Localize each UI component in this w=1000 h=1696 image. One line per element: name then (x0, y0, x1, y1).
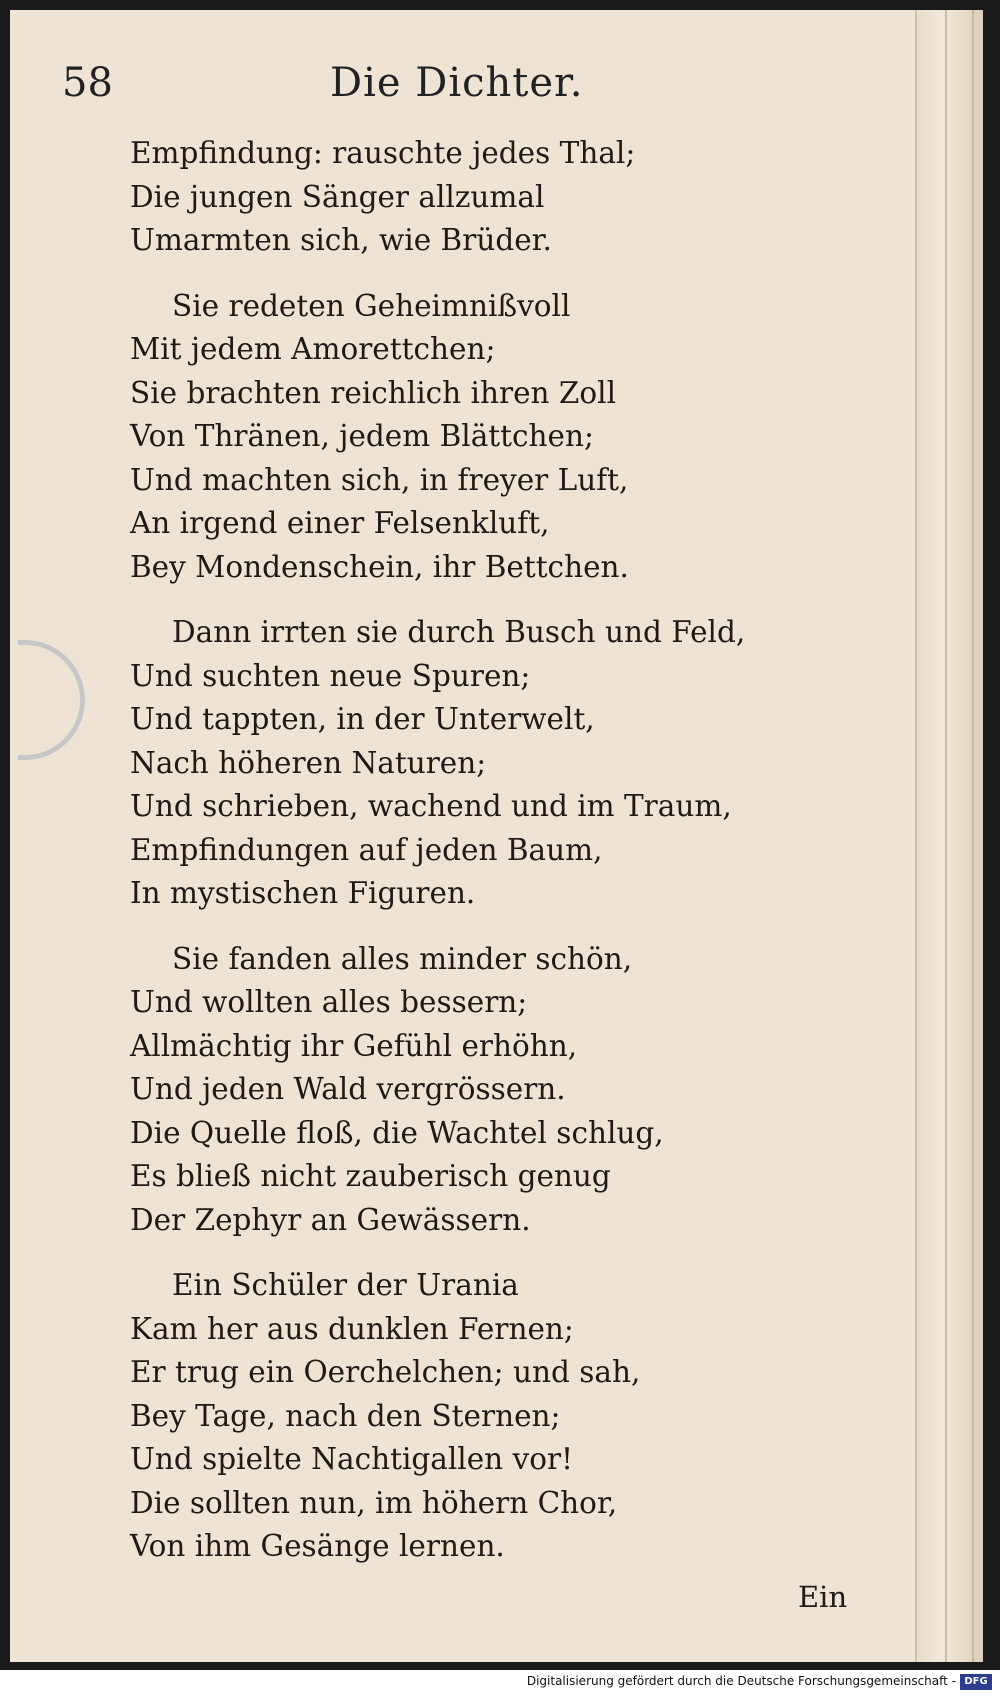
verse-line: Umarmten sich, wie Brüder. (130, 223, 552, 257)
book-page (10, 10, 917, 1662)
verse-line: Und jeden Wald vergrössern. (130, 1072, 566, 1106)
verse-line: Sie brachten reichlich ihren Zoll (130, 375, 617, 410)
verse-line: Sie redeten Geheimnißvoll (172, 288, 571, 323)
page-edge-line (945, 10, 947, 1662)
verse-line: Empfindung: rauschte jedes Thal; (130, 136, 636, 170)
verse-line: Die Quelle floß, die Wachtel schlug, (130, 1115, 664, 1150)
page-header (10, 60, 915, 120)
catchword: Ein (798, 1580, 848, 1614)
poem-body (130, 132, 746, 1591)
funding-credit: Digitalisierung gefördert durch die Deutsche Forschungsgemeinschaft - (526, 1674, 956, 1688)
verse-line: Sie fanden alles minder schön, (172, 941, 633, 976)
page-number: 58 (62, 60, 113, 106)
verse-line: Es bließ nicht zauberisch genug (130, 1159, 611, 1193)
verse-line: Bey Tage, nach den Sternen; (130, 1398, 561, 1433)
verse-line: Die jungen Sänger allzumal (130, 179, 545, 214)
verse-line: Dann irrten sie durch Busch und Feld, (172, 615, 746, 649)
verse-line: Kam her aus dunklen Fernen; (130, 1311, 574, 1346)
verse-line: Er trug ein Oerchelchen; und sah, (130, 1355, 641, 1389)
verse-line: Die sollten nun, im höhern Chor, (130, 1485, 618, 1520)
verse-line: In mystischen Figuren. (130, 876, 476, 910)
verse-line: Und suchten neue Spuren; (130, 658, 531, 693)
verse-line: Nach höheren Naturen; (130, 745, 487, 780)
dfg-logo: DFG (960, 1674, 992, 1690)
digitization-footer (0, 1670, 1000, 1696)
stanza (130, 938, 690, 1243)
verse-line: Von ihm Gesänge lernen. (130, 1529, 505, 1563)
verse-line: Und schrieben, wachend und im Traum, (130, 789, 732, 823)
running-title: Die Dichter. (330, 60, 584, 106)
verse-line: Mit jedem Amorettchen; (130, 332, 496, 366)
verse-line: Und tappten, in der Unterwelt, (130, 702, 595, 736)
verse-line: Empfindungen auf jeden Baum, (130, 832, 603, 867)
verse-line: Ein Schüler der Urania (172, 1268, 519, 1302)
verse-line: Bey Mondenschein, ihr Bettchen. (130, 549, 629, 584)
verse-line: Und spielte Nachtigallen vor! (130, 1442, 573, 1476)
verse-line: Von Thränen, jedem Blättchen; (130, 419, 594, 453)
stanza (130, 132, 690, 263)
verse-line: Und machten sich, in freyer Luft, (130, 462, 629, 497)
stanza (130, 611, 746, 916)
stanza (130, 1264, 690, 1569)
verse-line: Und wollten alles bessern; (130, 985, 528, 1019)
page-clip (18, 640, 85, 760)
verse-line: Der Zephyr an Gewässern. (130, 1202, 531, 1237)
verse-line: Allmächtig ihr Gefühl erhöhn, (130, 1028, 578, 1063)
page-edge-line (972, 10, 974, 1662)
stanza (130, 285, 690, 590)
verse-line: An irgend einer Felsenkluft, (130, 506, 550, 540)
